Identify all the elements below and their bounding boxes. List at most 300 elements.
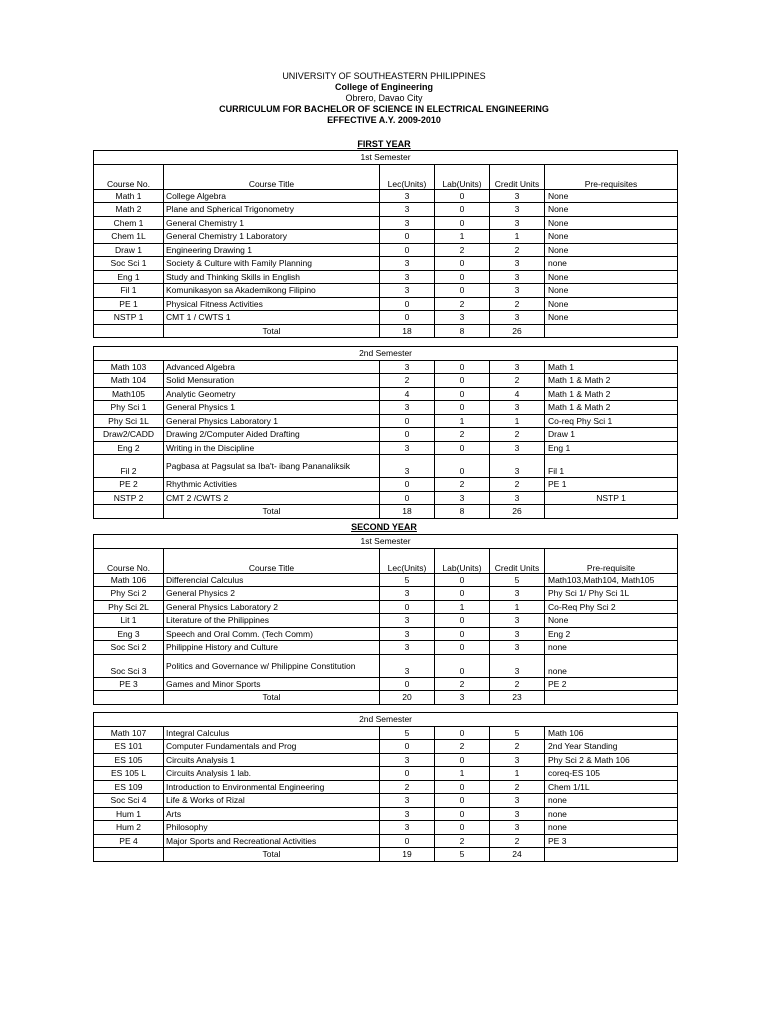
cell-lec-units: 3	[380, 654, 435, 677]
col-lab-units: Lab(Units)	[435, 164, 490, 189]
cell-course-title: Writing in the Discipline	[164, 441, 380, 455]
col-prerequisite: Pre-requisite	[545, 548, 678, 573]
col-course-no: Course No.	[94, 548, 164, 573]
cell-course-no: Soc Sci 2	[94, 641, 164, 655]
cell-lec-units: 0	[380, 428, 435, 442]
cell-prerequisite: PE 2	[545, 677, 678, 691]
table-row	[94, 414, 678, 428]
cell-credit-units: 2	[490, 478, 545, 492]
cell-lec-units: 3	[380, 587, 435, 601]
cell-lab-units: 3	[435, 311, 490, 325]
cell-course-title: General Chemistry 1	[164, 216, 380, 230]
table-row	[94, 284, 678, 298]
cell-lec-units: 0	[380, 767, 435, 781]
cell-course-title: Solid Mensuration	[164, 374, 380, 388]
cell-course-no: Phy Sci 1L	[94, 414, 164, 428]
cell-prerequisite: None	[545, 230, 678, 244]
total-label: Total	[164, 691, 380, 705]
cell-lab-units: 0	[435, 374, 490, 388]
cell-lec-units: 3	[380, 203, 435, 217]
total-lab: 3	[435, 691, 490, 705]
cell-prerequisite: Math 1 & Math 2	[545, 387, 678, 401]
cell-course-title: Games and Minor Sports	[164, 677, 380, 691]
cell-credit-units: 5	[490, 573, 545, 587]
cell-prerequisite: PE 1	[545, 478, 678, 492]
cell-lab-units: 0	[435, 587, 490, 601]
col-lab-units: Lab(Units)	[435, 548, 490, 573]
cell-course-title: Physical Fitness Activities	[164, 297, 380, 311]
cell-course-no: ES 109	[94, 780, 164, 794]
cell-credit-units: 2	[490, 374, 545, 388]
table-row	[94, 428, 678, 442]
cell-course-no: ES 105 L	[94, 767, 164, 781]
col-lec-units: Lec(Units)	[380, 548, 435, 573]
cell-credit-units: 3	[490, 614, 545, 628]
cell-lab-units: 2	[435, 478, 490, 492]
cell-prerequisite: Co-req Phy Sci 1	[545, 414, 678, 428]
table-row	[94, 230, 678, 244]
table-row	[94, 794, 678, 808]
table-row	[94, 360, 678, 374]
total-blank	[545, 848, 678, 862]
cell-credit-units: 3	[490, 441, 545, 455]
cell-lab-units: 1	[435, 230, 490, 244]
cell-course-no: ES 105	[94, 753, 164, 767]
cell-lec-units: 0	[380, 478, 435, 492]
college-name: College of Engineering	[334, 82, 433, 92]
cell-credit-units: 3	[490, 401, 545, 415]
cell-course-title: General Physics 1	[164, 401, 380, 415]
cell-credit-units: 2	[490, 297, 545, 311]
cell-course-title: Differencial Calculus	[164, 573, 380, 587]
cell-prerequisite: Math103,Math104, Math105	[545, 573, 678, 587]
cell-prerequisite: None	[545, 614, 678, 628]
cell-lab-units: 0	[435, 821, 490, 835]
table-row	[94, 243, 678, 257]
table-row	[94, 455, 678, 478]
cell-lec-units: 3	[380, 627, 435, 641]
total-blank	[94, 505, 164, 519]
cell-prerequisite: NSTP 1	[545, 491, 678, 505]
cell-lab-units: 0	[435, 401, 490, 415]
cell-course-no: Fil 2	[94, 455, 164, 478]
cell-credit-units: 3	[490, 311, 545, 325]
cell-course-title: CMT 1 / CWTS 1	[164, 311, 380, 325]
semester-label: 2nd Semester	[94, 713, 678, 727]
cell-credit-units: 3	[490, 641, 545, 655]
table-row	[94, 189, 678, 203]
cell-lab-units: 0	[435, 284, 490, 298]
cell-lec-units: 3	[380, 753, 435, 767]
cell-course-title: Arts	[164, 807, 380, 821]
cell-course-no: ES 101	[94, 740, 164, 754]
total-lab: 8	[435, 505, 490, 519]
cell-course-no: PE 3	[94, 677, 164, 691]
cell-course-title: Circuits Analysis 1 lab.	[164, 767, 380, 781]
cell-credit-units: 3	[490, 491, 545, 505]
cell-lec-units: 3	[380, 441, 435, 455]
total-label: Total	[164, 505, 380, 519]
total-blank	[94, 848, 164, 862]
cell-course-no: Draw 1	[94, 243, 164, 257]
cell-lec-units: 3	[380, 284, 435, 298]
cell-course-title: Engineering Drawing 1	[164, 243, 380, 257]
cell-course-no: Hum 1	[94, 807, 164, 821]
cell-lab-units: 0	[435, 573, 490, 587]
cell-prerequisite: None	[545, 297, 678, 311]
cell-prerequisite: Eng 2	[545, 627, 678, 641]
col-course-no: Course No.	[94, 164, 164, 189]
semester-label: 1st Semester	[94, 151, 678, 165]
cell-credit-units: 3	[490, 216, 545, 230]
cell-prerequisite: Phy Sci 1/ Phy Sci 1L	[545, 587, 678, 601]
cell-course-no: Math105	[94, 387, 164, 401]
cell-course-title: Computer Fundamentals and Prog	[164, 740, 380, 754]
cell-lec-units: 0	[380, 740, 435, 754]
cell-lab-units: 0	[435, 257, 490, 271]
table-row	[94, 297, 678, 311]
cell-prerequisite: Math 1 & Math 2	[545, 374, 678, 388]
cell-course-title: CMT 2 /CWTS 2	[164, 491, 380, 505]
cell-lec-units: 0	[380, 414, 435, 428]
cell-prerequisite: Phy Sci 2 & Math 106	[545, 753, 678, 767]
cell-lec-units: 3	[380, 641, 435, 655]
cell-lec-units: 0	[380, 243, 435, 257]
col-credit-units: Credit Units	[490, 548, 545, 573]
total-lec: 20	[380, 691, 435, 705]
cell-lec-units: 3	[380, 270, 435, 284]
cell-course-no: Math 104	[94, 374, 164, 388]
cell-lab-units: 0	[435, 270, 490, 284]
cell-lab-units: 1	[435, 414, 490, 428]
table-row	[94, 767, 678, 781]
cell-course-no: Phy Sci 1	[94, 401, 164, 415]
table-row	[94, 401, 678, 415]
table-row	[94, 677, 678, 691]
cell-prerequisite: none	[545, 821, 678, 835]
cell-prerequisite: None	[545, 203, 678, 217]
cell-course-title: Drawing 2/Computer Aided Drafting	[164, 428, 380, 442]
first-year-1st-semester-table	[93, 150, 678, 338]
cell-credit-units: 3	[490, 753, 545, 767]
cell-course-no: PE 4	[94, 834, 164, 848]
cell-prerequisite: none	[545, 641, 678, 655]
cell-lec-units: 3	[380, 216, 435, 230]
cell-course-no: Math 106	[94, 573, 164, 587]
table-row	[94, 834, 678, 848]
cell-course-no: Eng 1	[94, 270, 164, 284]
cell-lab-units: 0	[435, 807, 490, 821]
effective-year: EFFECTIVE A.Y. 2009-2010	[327, 115, 441, 125]
cell-course-title: Plane and Spherical Trigonometry	[164, 203, 380, 217]
cell-lab-units: 0	[435, 455, 490, 478]
total-blank	[545, 505, 678, 519]
cell-credit-units: 2	[490, 780, 545, 794]
cell-lab-units: 2	[435, 243, 490, 257]
cell-prerequisite: None	[545, 243, 678, 257]
table-row	[94, 807, 678, 821]
col-prerequisites: Pre-requisites	[545, 164, 678, 189]
cell-course-title: Komunikasyon sa Akademikong Filipino	[164, 284, 380, 298]
cell-lab-units: 2	[435, 428, 490, 442]
first-year-title: FIRST YEAR	[357, 139, 411, 149]
cell-credit-units: 3	[490, 654, 545, 677]
cell-lab-units: 1	[435, 767, 490, 781]
cell-lec-units: 3	[380, 455, 435, 478]
table-row	[94, 203, 678, 217]
total-blank	[94, 691, 164, 705]
cell-course-title: Rhythmic Activities	[164, 478, 380, 492]
cell-course-no: NSTP 2	[94, 491, 164, 505]
col-lec-units: Lec(Units)	[380, 164, 435, 189]
cell-prerequisite: PE 3	[545, 834, 678, 848]
cell-prerequisite: None	[545, 311, 678, 325]
table-row	[94, 641, 678, 655]
cell-prerequisite: Fil 1	[545, 455, 678, 478]
cell-lab-units: 0	[435, 780, 490, 794]
cell-credit-units: 2	[490, 834, 545, 848]
cell-prerequisite: none	[545, 794, 678, 808]
cell-lec-units: 3	[380, 360, 435, 374]
cell-lec-units: 3	[380, 257, 435, 271]
cell-course-no: Chem 1L	[94, 230, 164, 244]
cell-course-no: Eng 3	[94, 627, 164, 641]
cell-course-title: General Chemistry 1 Laboratory	[164, 230, 380, 244]
cell-credit-units: 2	[490, 428, 545, 442]
cell-lab-units: 0	[435, 753, 490, 767]
cell-credit-units: 5	[490, 726, 545, 740]
cell-lec-units: 0	[380, 311, 435, 325]
total-blank	[94, 324, 164, 338]
cell-credit-units: 3	[490, 794, 545, 808]
cell-lab-units: 0	[435, 387, 490, 401]
cell-lec-units: 3	[380, 401, 435, 415]
cell-lec-units: 0	[380, 677, 435, 691]
cell-lec-units: 0	[380, 834, 435, 848]
cell-prerequisite: Co-Req Phy Sci 2	[545, 600, 678, 614]
cell-credit-units: 3	[490, 284, 545, 298]
cell-lab-units: 0	[435, 726, 490, 740]
col-course-title: Course Title	[164, 548, 380, 573]
cell-credit-units: 3	[490, 821, 545, 835]
cell-course-no: Draw2/CADD	[94, 428, 164, 442]
cell-lab-units: 0	[435, 203, 490, 217]
cell-course-title: Major Sports and Recreational Activities	[164, 834, 380, 848]
cell-course-no: Phy Sci 2L	[94, 600, 164, 614]
cell-credit-units: 3	[490, 627, 545, 641]
cell-lab-units: 2	[435, 297, 490, 311]
cell-lec-units: 3	[380, 807, 435, 821]
second-year-title: SECOND YEAR	[351, 522, 417, 532]
cell-course-no: Fil 1	[94, 284, 164, 298]
cell-course-title: Speech and Oral Comm. (Tech Comm)	[164, 627, 380, 641]
table-row	[94, 374, 678, 388]
university-name: UNIVERSITY OF SOUTHEASTERN PHILIPPINES	[282, 71, 486, 81]
cell-lab-units: 0	[435, 627, 490, 641]
cell-course-title: Study and Thinking Skills in English	[164, 270, 380, 284]
cell-lec-units: 0	[380, 297, 435, 311]
total-lab: 8	[435, 324, 490, 338]
cell-prerequisite: none	[545, 807, 678, 821]
table-row	[94, 627, 678, 641]
total-credit: 23	[490, 691, 545, 705]
cell-course-title: Advanced Algebra	[164, 360, 380, 374]
cell-prerequisite: Chem 1/1L	[545, 780, 678, 794]
total-row	[94, 848, 678, 862]
total-lec: 18	[380, 505, 435, 519]
total-credit: 26	[490, 324, 545, 338]
cell-lec-units: 5	[380, 726, 435, 740]
total-lab: 5	[435, 848, 490, 862]
cell-lec-units: 0	[380, 600, 435, 614]
cell-credit-units: 1	[490, 230, 545, 244]
cell-course-no: Soc Sci 1	[94, 257, 164, 271]
cell-course-title: Analytic Geometry	[164, 387, 380, 401]
table-row	[94, 441, 678, 455]
cell-course-title: Politics and Governance w/ Philippine Constitution	[164, 654, 380, 677]
cell-prerequisite: Math 1	[545, 360, 678, 374]
cell-lab-units: 2	[435, 740, 490, 754]
cell-lab-units: 0	[435, 441, 490, 455]
cell-prerequisite: coreq-ES 105	[545, 767, 678, 781]
table-row	[94, 600, 678, 614]
cell-course-no: Math 1	[94, 189, 164, 203]
cell-course-title: Circuits Analysis 1	[164, 753, 380, 767]
cell-course-no: PE 1	[94, 297, 164, 311]
cell-course-no: Soc Sci 3	[94, 654, 164, 677]
table-row	[94, 753, 678, 767]
cell-prerequisite: Math 106	[545, 726, 678, 740]
cell-credit-units: 1	[490, 414, 545, 428]
cell-course-no: Eng 2	[94, 441, 164, 455]
cell-course-no: Math 103	[94, 360, 164, 374]
cell-lec-units: 3	[380, 189, 435, 203]
semester-label: 2nd Semester	[94, 347, 678, 361]
cell-course-title: Society & Culture with Family Planning	[164, 257, 380, 271]
cell-credit-units: 3	[490, 807, 545, 821]
cell-lab-units: 2	[435, 677, 490, 691]
cell-lec-units: 5	[380, 573, 435, 587]
table-row	[94, 387, 678, 401]
cell-credit-units: 3	[490, 203, 545, 217]
cell-course-title: Life & Works of Rizal	[164, 794, 380, 808]
col-credit-units: Credit Units	[490, 164, 545, 189]
total-blank	[545, 691, 678, 705]
curriculum-title: CURRICULUM FOR BACHELOR OF SCIENCE IN ELECTRICAL ENGINEERING	[219, 104, 549, 114]
table-row	[94, 780, 678, 794]
table-row	[94, 257, 678, 271]
cell-prerequisite: Math 1 & Math 2	[545, 401, 678, 415]
semester-label: 1st Semester	[94, 535, 678, 549]
table-row	[94, 573, 678, 587]
cell-course-title: General Physics 2	[164, 587, 380, 601]
cell-prerequisite: None	[545, 270, 678, 284]
total-row	[94, 324, 678, 338]
first-year-2nd-semester-table	[93, 346, 678, 519]
cell-lec-units: 0	[380, 230, 435, 244]
table-row	[94, 587, 678, 601]
document-header	[0, 71, 768, 126]
cell-course-no: Math 2	[94, 203, 164, 217]
cell-credit-units: 3	[490, 189, 545, 203]
total-label: Total	[164, 324, 380, 338]
cell-lec-units: 2	[380, 780, 435, 794]
cell-course-no: Chem 1	[94, 216, 164, 230]
cell-course-title: Literature of the Philippines	[164, 614, 380, 628]
cell-lec-units: 2	[380, 374, 435, 388]
cell-prerequisite: 2nd Year Standing	[545, 740, 678, 754]
cell-credit-units: 3	[490, 587, 545, 601]
cell-lab-units: 0	[435, 641, 490, 655]
cell-credit-units: 1	[490, 767, 545, 781]
cell-lab-units: 0	[435, 654, 490, 677]
cell-credit-units: 3	[490, 360, 545, 374]
total-row	[94, 505, 678, 519]
table-row	[94, 821, 678, 835]
second-year-1st-semester-table	[93, 534, 678, 705]
cell-course-title: Philosophy	[164, 821, 380, 835]
cell-course-no: NSTP 1	[94, 311, 164, 325]
total-lec: 19	[380, 848, 435, 862]
cell-prerequisite: Eng 1	[545, 441, 678, 455]
table-row	[94, 478, 678, 492]
cell-course-title: Philippine History and Culture	[164, 641, 380, 655]
cell-course-title: General Physics Laboratory 1	[164, 414, 380, 428]
table-row	[94, 491, 678, 505]
cell-lec-units: 3	[380, 794, 435, 808]
col-course-title: Course Title	[164, 164, 380, 189]
table-row	[94, 726, 678, 740]
cell-course-no: PE 2	[94, 478, 164, 492]
table-row	[94, 311, 678, 325]
table-row	[94, 740, 678, 754]
cell-prerequisite: none	[545, 257, 678, 271]
cell-course-no: Math 107	[94, 726, 164, 740]
cell-lab-units: 2	[435, 834, 490, 848]
cell-prerequisite: none	[545, 654, 678, 677]
cell-credit-units: 1	[490, 600, 545, 614]
location: Obrero, Davao City	[345, 93, 423, 103]
cell-credit-units: 2	[490, 243, 545, 257]
table-row	[94, 654, 678, 677]
cell-lec-units: 0	[380, 491, 435, 505]
cell-course-title: Introduction to Environmental Engineering	[164, 780, 380, 794]
cell-prerequisite: Draw 1	[545, 428, 678, 442]
cell-lec-units: 4	[380, 387, 435, 401]
cell-lab-units: 1	[435, 600, 490, 614]
cell-lec-units: 3	[380, 821, 435, 835]
cell-prerequisite: None	[545, 216, 678, 230]
cell-lab-units: 0	[435, 360, 490, 374]
total-label: Total	[164, 848, 380, 862]
total-credit: 24	[490, 848, 545, 862]
cell-course-no: Lit 1	[94, 614, 164, 628]
cell-lab-units: 3	[435, 491, 490, 505]
cell-lab-units: 0	[435, 614, 490, 628]
cell-course-no: Phy Sci 2	[94, 587, 164, 601]
table-row	[94, 270, 678, 284]
table-row	[94, 216, 678, 230]
cell-course-no: Soc Sci 4	[94, 794, 164, 808]
table-row	[94, 614, 678, 628]
cell-credit-units: 3	[490, 270, 545, 284]
cell-credit-units: 2	[490, 740, 545, 754]
second-year-2nd-semester-table	[93, 712, 678, 862]
total-row	[94, 691, 678, 705]
cell-lab-units: 0	[435, 794, 490, 808]
total-credit: 26	[490, 505, 545, 519]
cell-lab-units: 0	[435, 189, 490, 203]
